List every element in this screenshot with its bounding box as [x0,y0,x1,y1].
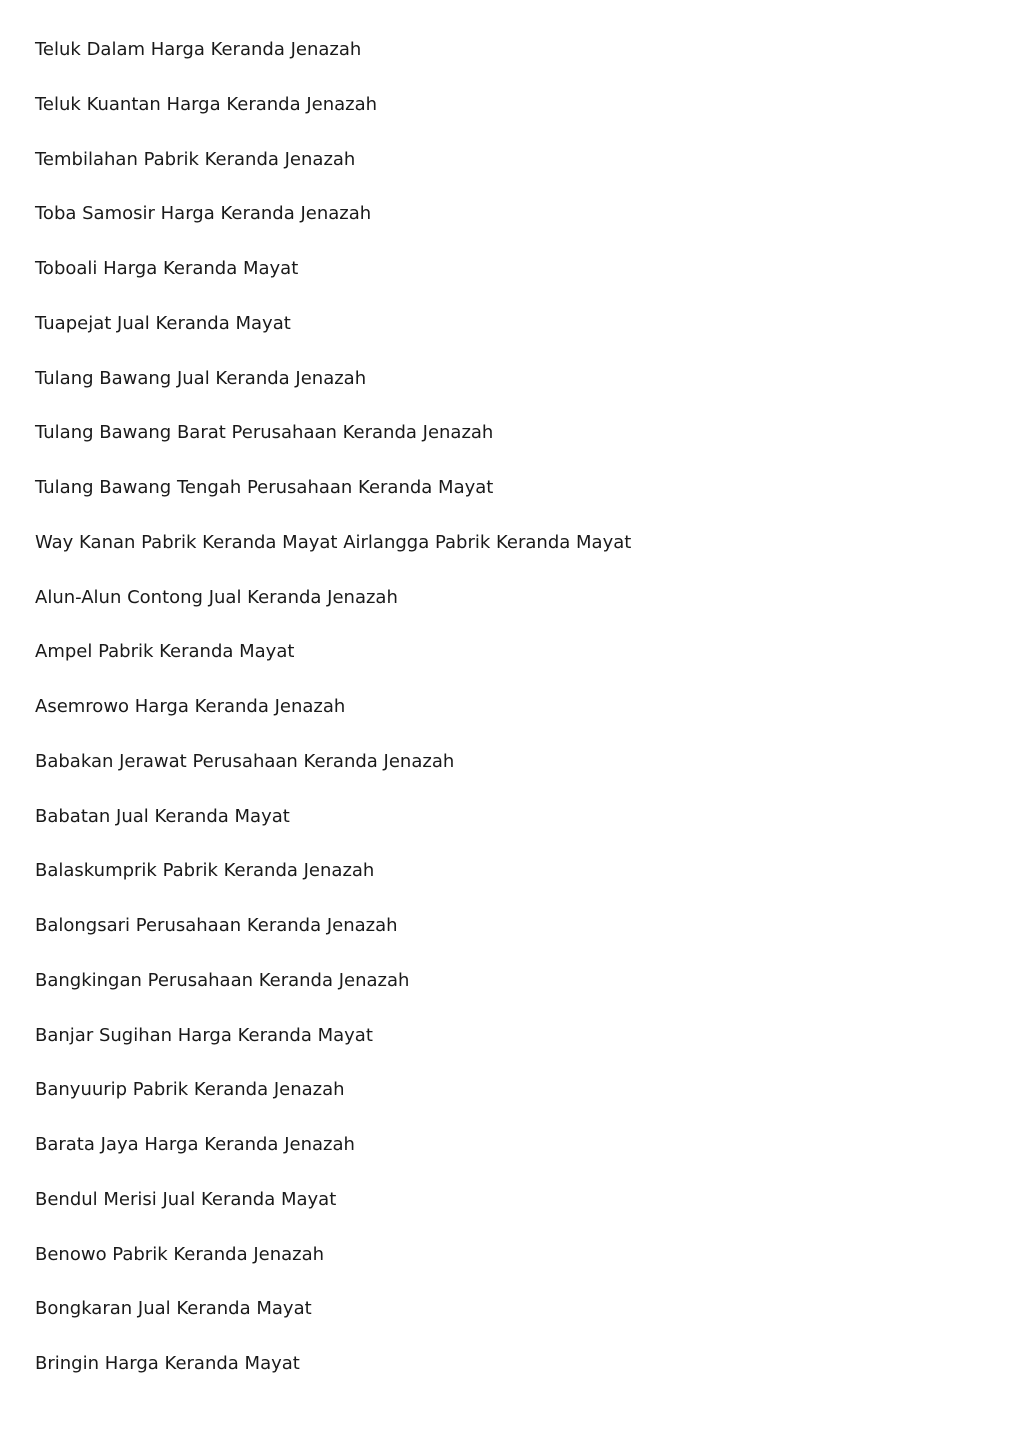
list-item: Benowo Pabrik Keranda Jenazah [35,1243,325,1265]
list-item: Tulang Bawang Tengah Perusahaan Keranda Mayat [35,477,494,498]
list-item: Tembilahan Pabrik Keranda Jenazah [35,148,356,170]
list-item: Teluk Kuantan Harga Keranda Jenazah [35,93,378,115]
list-item: Banjar Sugihan Harga Keranda Mayat [35,1024,373,1046]
list-item: Toboali Harga Keranda Mayat [35,258,299,279]
list-item: Ampel Pabrik Keranda Mayat [35,641,295,663]
list-item: Tulang Bawang Barat Perusahaan Keranda Jenazah [35,422,494,444]
list-item: Babatan Jual Keranda Mayat [35,805,290,827]
list-item: Balongsari Perusahaan Keranda Jenazah [35,915,398,936]
list-item: Way Kanan Pabrik Keranda Mayat Airlangga Pabrik Keranda Mayat [35,531,632,553]
list-item: Tuapejat Jual Keranda Mayat [35,312,291,334]
list-item: Bringin Harga Keranda Mayat [35,1353,300,1374]
list-item: Tulang Bawang Jual Keranda Jenazah [35,367,367,389]
list-item: Teluk Dalam Harga Keranda Jenazah [35,39,362,60]
list-item: Barata Jaya Harga Keranda Jenazah [35,1134,355,1155]
list-item: Banyuurip Pabrik Keranda Jenazah [35,1079,345,1101]
list-item: Babakan Jerawat Perusahaan Keranda Jenazah [35,750,455,772]
list-item: Balaskumprik Pabrik Keranda Jenazah [35,860,375,882]
list-item: Bangkingan Perusahaan Keranda Jenazah [35,969,410,991]
list-item: Alun-Alun Contong Jual Keranda Jenazah [35,586,398,608]
text-list [35,36,631,1405]
list-item: Toba Samosir Harga Keranda Jenazah [35,203,372,225]
list-item: Bongkaran Jual Keranda Mayat [35,1298,312,1320]
list-item: Bendul Merisi Jual Keranda Mayat [35,1188,337,1210]
list-item: Asemrowo Harga Keranda Jenazah [35,696,346,717]
